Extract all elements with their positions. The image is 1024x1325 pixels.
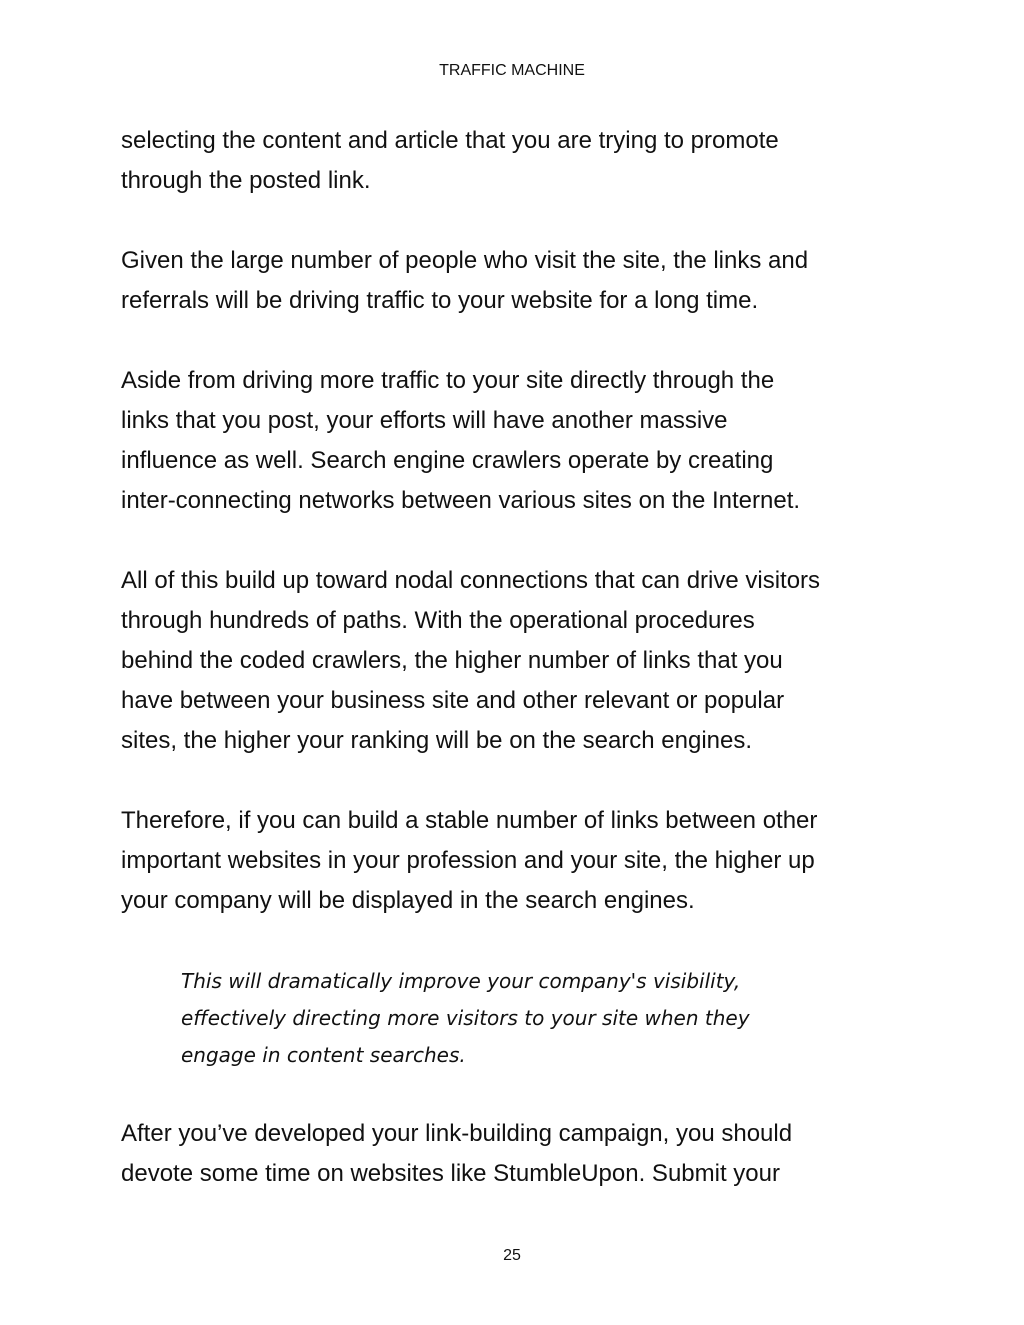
paragraph: After you’ve developed your link-building campaign, you should devote some time on websites like StumbleUpon. Submit your: [121, 1120, 793, 1187]
page-number: 25: [503, 1247, 521, 1264]
block-quote: This will dramatically improve your company's visibility, effectively directing more visitors to your site when they engage in content searches.: [181, 969, 750, 1067]
body-text: [121, 121, 921, 1234]
paragraph: Therefore, if you can build a stable number of links between other important websites in your profession and your site, the higher up your company will be displayed in the search engines.: [121, 807, 818, 914]
paragraph: selecting the content and article that you are trying to promote through the posted link.: [121, 127, 779, 194]
paragraph: All of this build up toward nodal connections that can drive visitors through hundreds of paths. With the operational procedures behind the coded crawlers, the higher number of links that you have between your business site and other relevant or popular sites, the higher your ranking will be on the search engines.: [121, 567, 821, 754]
running-header: TRAFFIC MACHINE: [439, 62, 585, 79]
paragraph: Aside from driving more traffic to your site directly through the links that you post, your efforts will have another massive influence as well. Search engine crawlers operate by creating inter-connecting networks between various sites on the Internet.: [121, 367, 801, 514]
paragraph: Given the large number of people who visit the site, the links and referrals will be driving traffic to your website for a long time.: [121, 247, 809, 314]
